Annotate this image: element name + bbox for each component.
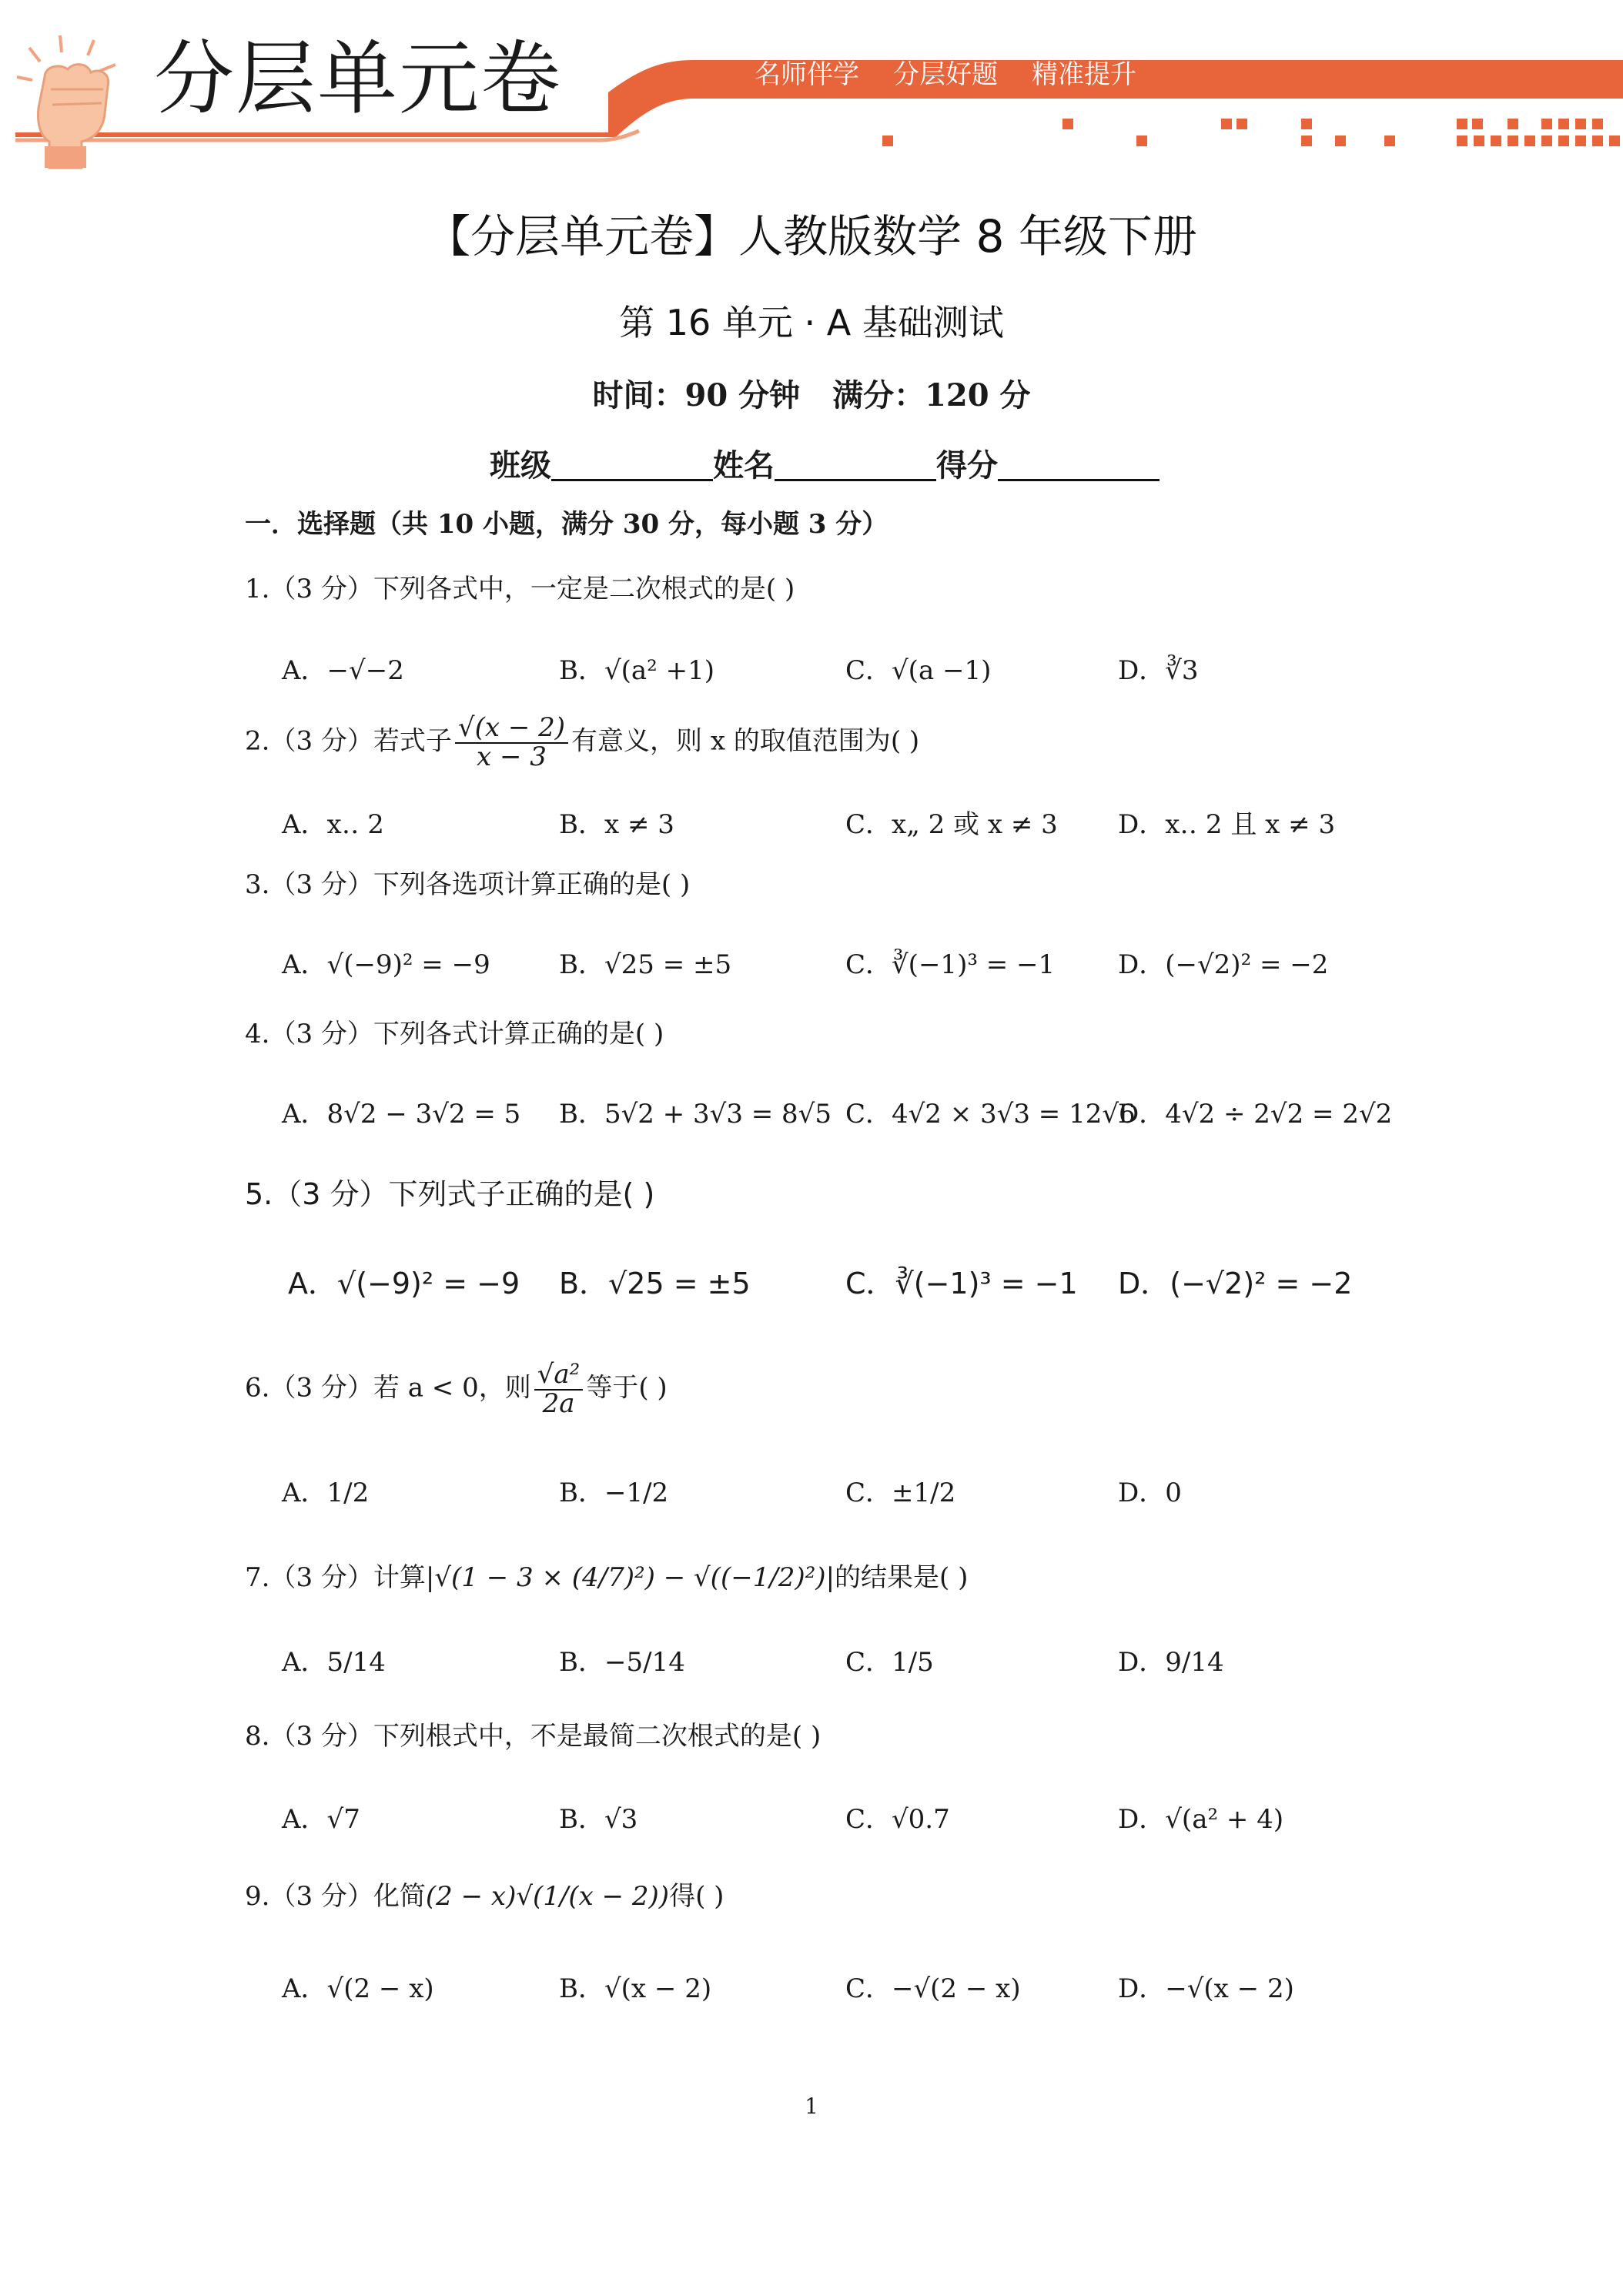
option-d[interactable]: D．4√2 ÷ 2√2 = 2√2 bbox=[1118, 1099, 1393, 1130]
q-number: 4. bbox=[245, 1019, 270, 1049]
option-b[interactable]: B．−1/2 bbox=[559, 1478, 669, 1508]
q-expression: $\frac{\text{√a²}}{2a}$ bbox=[534, 1361, 584, 1417]
q-number: 1. bbox=[245, 574, 270, 604]
q-stem-pre: 若 a < 0，则 bbox=[373, 1372, 531, 1404]
option-d[interactable]: D．0 bbox=[1118, 1478, 1182, 1508]
option-c[interactable]: C．−√(2 − x) bbox=[845, 1973, 1021, 2004]
q-stem: 得 bbox=[669, 1881, 696, 1912]
answer-paren: ( ) bbox=[661, 869, 691, 900]
q-stem: 下列各式计算正确的是 bbox=[373, 1019, 635, 1049]
option-b[interactable]: B．√(a² +1) bbox=[559, 655, 715, 686]
option-d[interactable]: D．9/14 bbox=[1118, 1647, 1224, 1678]
option-a[interactable]: A．5/14 bbox=[282, 1647, 386, 1678]
option-a[interactable]: A．−√−2 bbox=[282, 655, 404, 686]
option-c[interactable]: C．1/5 bbox=[845, 1647, 934, 1678]
q-expression: $\frac{√(x - 2)}{x - 3}$ bbox=[455, 715, 568, 771]
option-d[interactable]: D．x‥ 2 且 x ≠ 3 bbox=[1118, 809, 1336, 840]
option-b[interactable]: B．5√2 + 3√3 = 8√5 bbox=[559, 1099, 832, 1130]
q-stem: 下列各选项计算正确的是 bbox=[373, 869, 661, 900]
q-number: 2. bbox=[245, 725, 270, 757]
q-expression: (2 − x)√(1/(x − 2)) bbox=[425, 1881, 670, 1912]
q-stem: 等于 bbox=[586, 1372, 639, 1404]
slogan-3: 精准提升 bbox=[1032, 59, 1136, 90]
question-2 bbox=[245, 712, 920, 772]
option-a[interactable]: A．1/2 bbox=[282, 1478, 370, 1508]
q-score: （3 分） bbox=[273, 1177, 389, 1211]
option-b[interactable]: B．−5/14 bbox=[559, 1647, 685, 1678]
answer-paren: ( ) bbox=[634, 1019, 664, 1049]
question-1 bbox=[245, 576, 795, 602]
q-number: 8. bbox=[245, 1721, 270, 1752]
option-a[interactable]: A．√7 bbox=[282, 1804, 360, 1835]
header-banner bbox=[0, 0, 1623, 169]
option-d[interactable]: D．(−√2)² = −2 bbox=[1118, 1267, 1353, 1300]
q-stem-pre: 计算 bbox=[373, 1562, 426, 1593]
brand-title: 分层单元卷 bbox=[154, 32, 563, 126]
option-d[interactable]: D．−√(x − 2) bbox=[1118, 1973, 1294, 2004]
slogan-1: 名师伴学 bbox=[755, 59, 859, 90]
option-d[interactable]: D．√(a² + 4) bbox=[1118, 1804, 1284, 1835]
answer-paren: ( ) bbox=[939, 1562, 969, 1593]
field-name-label: 姓名 bbox=[713, 447, 775, 484]
answer-paren: ( ) bbox=[622, 1177, 655, 1211]
answer-paren: ( ) bbox=[695, 1881, 724, 1912]
option-c[interactable]: C．±1/2 bbox=[845, 1478, 956, 1508]
option-a[interactable]: A．√(2 − x) bbox=[282, 1973, 434, 2004]
q-stem: 下列根式中，不是最简二次根式的是 bbox=[373, 1721, 792, 1752]
option-b[interactable]: B．√(x − 2) bbox=[559, 1973, 712, 2004]
option-a[interactable]: A．x‥ 2 bbox=[282, 809, 384, 840]
q-score: （3 分） bbox=[269, 869, 373, 900]
answer-paren: ( ) bbox=[765, 574, 795, 604]
option-b[interactable]: B．√25 = ±5 bbox=[559, 949, 732, 980]
option-c[interactable]: C．√(a −1) bbox=[845, 655, 992, 686]
question-8 bbox=[245, 1721, 822, 1752]
q-stem: 下列式子正确的是 bbox=[388, 1177, 623, 1211]
student-fields bbox=[490, 445, 1160, 484]
answer-paren: ( ) bbox=[791, 1721, 822, 1752]
section-heading: 一．选择题（共 10 小题，满分 30 分，每小题 3 分） bbox=[245, 509, 888, 540]
option-c[interactable]: C．√0.7 bbox=[845, 1804, 950, 1835]
q-stem: 的结果是 bbox=[835, 1562, 940, 1593]
field-name-blank[interactable] bbox=[775, 445, 936, 481]
q-stem-pre: 若式子 bbox=[373, 725, 452, 757]
page-title: 【分层单元卷】人教版数学 8 年级下册 bbox=[426, 210, 1197, 263]
q-score: （3 分） bbox=[269, 574, 373, 604]
q-number: 3. bbox=[245, 869, 270, 900]
option-b[interactable]: B．√25 = ±5 bbox=[559, 1267, 751, 1300]
q-score: （3 分） bbox=[269, 1721, 373, 1752]
q-number: 7. bbox=[245, 1562, 270, 1593]
q-score: （3 分） bbox=[269, 725, 373, 757]
q-stem: 下列各式中，一定是二次根式的是 bbox=[373, 574, 766, 604]
dot-pattern bbox=[882, 119, 1620, 146]
option-c[interactable]: C．∛(−1)³ = −1 bbox=[845, 1267, 1078, 1300]
option-a[interactable]: A．√(−9)² = −9 bbox=[288, 1267, 520, 1300]
option-b[interactable]: B．√3 bbox=[559, 1804, 638, 1835]
answer-paren: ( ) bbox=[890, 725, 920, 757]
q-number: 9. bbox=[245, 1881, 270, 1912]
question-6 bbox=[245, 1361, 668, 1417]
option-d[interactable]: D．(−√2)² = −2 bbox=[1118, 949, 1329, 980]
q-score: （3 分） bbox=[269, 1562, 373, 1593]
page-number: 1 bbox=[805, 2094, 818, 2119]
option-d[interactable]: D．∛3 bbox=[1118, 655, 1199, 686]
q-score: （3 分） bbox=[269, 1019, 373, 1049]
q-number: 6. bbox=[245, 1372, 270, 1404]
option-c[interactable]: C．x„ 2 或 x ≠ 3 bbox=[845, 809, 1058, 840]
time-limit: 时间：90 分钟 bbox=[592, 377, 801, 413]
option-b[interactable]: B．x ≠ 3 bbox=[559, 809, 674, 840]
answer-paren: ( ) bbox=[638, 1372, 668, 1404]
q-score: （3 分） bbox=[269, 1881, 373, 1912]
q-score: （3 分） bbox=[269, 1372, 373, 1404]
field-score-blank[interactable] bbox=[998, 445, 1160, 481]
fist-icon bbox=[14, 31, 137, 169]
option-a[interactable]: A．8√2 − 3√2 = 5 bbox=[282, 1099, 521, 1130]
full-score: 满分：120 分 bbox=[832, 377, 1031, 413]
q-expression: |√(1 − 3 × (4/7)²) − √((−1/2)²)| bbox=[425, 1562, 835, 1593]
question-3 bbox=[245, 869, 691, 900]
exam-meta bbox=[0, 377, 1623, 413]
q-number: 5. bbox=[245, 1177, 273, 1211]
question-4 bbox=[245, 1021, 664, 1047]
q-stem-pre: 化简 bbox=[373, 1881, 426, 1912]
q-stem: 有意义，则 x 的取值范围为 bbox=[571, 725, 891, 757]
field-class-blank[interactable] bbox=[551, 445, 713, 481]
question-7 bbox=[245, 1562, 969, 1593]
question-9 bbox=[245, 1881, 724, 1912]
question-5 bbox=[245, 1177, 655, 1211]
option-a[interactable]: A．√(−9)² = −9 bbox=[282, 949, 490, 980]
slogan-2: 分层好题 bbox=[893, 59, 998, 90]
option-c[interactable]: C．∛(−1)³ = −1 bbox=[845, 949, 1056, 980]
field-class-label: 班级 bbox=[490, 447, 551, 484]
option-c[interactable]: C．4√2 × 3√3 = 12√6 bbox=[845, 1099, 1136, 1130]
field-score-label: 得分 bbox=[936, 447, 998, 484]
page-subtitle: 第 16 单元 · A 基础测试 bbox=[619, 302, 1004, 343]
